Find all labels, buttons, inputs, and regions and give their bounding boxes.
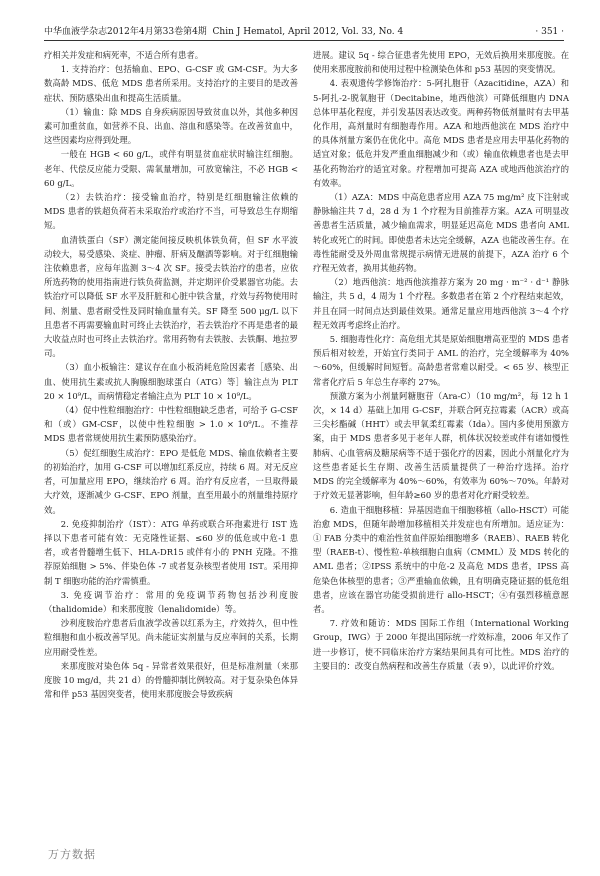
paragraph: 1. 支持治疗：包括输血、EPO、G-CSF 或 GM-CSF。为大多数高龄 MDS、低危 MDS 患者所采用。支持治疗的主要目的是改善症状、预防感染出血和提高生活质量。: [44, 64, 298, 103]
paragraph: （3）血小板输注：建议存在血小板消耗危险因素者［感染、出血、使用抗生素或抗人胸腺细胞球蛋白（ATG）等］输注点为 PLT 20 × 10⁹/L，而病情稳定者输注点为 PLT 10 × 10⁹/L。: [44, 362, 298, 401]
paragraph: （2）地西他滨：地西他滨推荐方案为 20 mg · m⁻² · d⁻¹ 静脉输注，共 5 d，4 周为 1 个疗程。多数患者在第 2 个疗程结束起效，并且在同一时间点达到最佳效果。通常足量应用地西他滨 3～4 个疗程无效再考虑终止治疗。: [313, 277, 569, 330]
paragraph: 4. 表观遗传学修饰治疗：5-阿扎胞苷（Azacitidine，AZA）和 5-阿扎-2-脱氧胞苷（Decitabine，地西他滨）可降低细胞内 DNA 总体甲基化程度，并引发基因表达改变。两种药物低剂量时有去甲基化作用，高剂量时有细胞毒作用。AZA 和地西他滨在 MDS 治疗中的具体剂量方案仍在优化中。高危 MDS 患者是应用去甲基化药物的适宜对象；低危并发严重血细胞减少和（或）输血依赖患者也是去甲基化药物治疗的适宜对象。疗程增加可提高 AZA 或地西他滨治疗的有效率。: [313, 78, 569, 188]
page-number: · 351 ·: [535, 27, 564, 37]
paragraph: 疗相关并发症和病死率，不适合所有患者。: [44, 50, 204, 60]
paragraph: （1）AZA：MDS 中高危患者应用 AZA 75 mg/m² 皮下注射或静脉输注共 7 d，28 d 为 1 个疗程为目前推荐方案。AZA 可明显改善患者生活质量，减少输血需求，明显延迟高危 MDS 患者向 AML 转化或死亡的时间。即使患者未达完全缓解，AZA 也能改善生存。在毒性能耐受及外周血常规提示病情无进展的前提下，AZA 治疗 6 个疗程无效者，换用其他药物。: [313, 192, 569, 274]
right-text-column: [313, 48, 569, 673]
running-header: [44, 24, 564, 41]
journal-name-cn: 中华血液学杂志2012年4月第33卷第4期: [44, 27, 207, 37]
paragraph: 预激方案为小剂量阿糖胞苷（Ara-C）（10 mg/m²，每 12 h 1 次，× 14 d）基础上加用 G-CSF，并联合阿克拉霉素（ACR）或高三尖杉酯碱（HHT）或去甲氧柔红霉素（Ida）。国内多使用预激方案，由于 MDS 患者多见于老年人群，机体状况较差或伴有诸如慢性肺病、心血管病及糖尿病等不适于强化疗的因素，因此小剂量化疗为这些患者延长生存期、改善生活质量提供了一种治疗选择。治疗 MDS 的完全缓解率为 40%～60%，有效率为 60%～70%。年龄对于疗效无显著影响，但年龄≥60 岁的患者对化疗耐受较差。: [313, 390, 569, 501]
paragraph: 5. 细胞毒性化疗：高危组尤其是原始细胞增高亚型的 MDS 患者预后相对较差，开始宜行类同于 AML 的治疗，完全缓解率为 40%～60%，但缓解时间短暂。高龄患者常难以耐受。< 65 岁、核型正常者化疗后 5 年总生存率约 27%。: [313, 334, 569, 387]
paragraph: 来那度胺对染色体 5q - 异常者效果很好，但是标准剂量（来那度胺 10 mg/d，共 21 d）的骨髓抑制比例较高。对于复杂染色体异常和伴 p53 基因突变者，使用来那度胺会导致疾病: [44, 660, 298, 700]
paragraph: 6. 造血干细胞移植：异基因造血干细胞移植（allo-HSCT）可能治愈 MDS，但随年龄增加移植相关并发症也有所增加。适应证为：① FAB 分类中的难治性贫血伴原始细胞增多（RAEB）、RAEB 转化型（RAEB-t）、慢性粒-单核细胞白血病（CMML）及 MDS 转化的 AML 患者；②IPSS 系统中的中危-2 及高危 MDS 患者，IPSS 高危染色体核型的患者；③严重输血依赖，且有明确克隆证据的低危组患者，应该在器官功能受损前进行 allo-HSCT；④有强烈移植意愿者。: [313, 504, 569, 614]
paragraph: 进展。建议 5q - 综合征患者先使用 EPO，无效后换用来那度胺。在使用来那度胺前和使用过程中检测染色体和 p53 基因的突变情况。: [313, 50, 569, 75]
left-text-column: [44, 48, 298, 701]
paragraph: 沙利度胺治疗患者后血液学改善以红系为主，疗效持久，但中性粒细胞和血小板改善罕见。尚未能证实剂量与反应率间的关系，长期应用耐受性差。: [44, 618, 298, 657]
journal-name-en: Chin J Hematol, April 2012, Vol. 33, No. 4: [212, 27, 404, 37]
journal-citation: [44, 24, 403, 40]
paragraph: 7. 疗效和随访：MDS 国际工作组（International Working Group，IWG）于 2000 年提出国际统一疗效标准，2006 年又作了进一步修订，使不同临床治疗方案结果间具有可比性。MDS 治疗的主要目的：改变自然病程和改善生存质量（表 9），以此评价疗效。: [313, 618, 569, 671]
paragraph: 一般在 HGB < 60 g/L，或伴有明显贫血症状时输注红细胞。老年、代偿反应能力受限、需氧量增加，可放宽输注，不必 HGB < 60 g/L。: [44, 149, 298, 188]
paragraph: （2）去铁治疗：接受输血治疗，特别是红细胞输注依赖的 MDS 患者的铁超负荷若未采取治疗或治疗不当，可导致总生存期缩短。: [44, 192, 298, 231]
watermark-text: 万方数据: [48, 848, 96, 861]
paragraph: 3. 免疫调节治疗：常用的免疫调节药物包括沙利度胺（thalidomide）和来那度胺（lenalidomide）等。: [44, 589, 298, 614]
paragraph: （5）促红细胞生成治疗：EPO 是低危 MDS、输血依赖者主要的初始治疗，加用 G-CSF 可以增加红系反应，持续 6 周。对无反应者，可加量应用 EPO，继续治疗 6 周。治疗有反应者，一旦取得最大疗效，逐渐减少 G-CSF、EPO 剂量，直至用最小的剂量维持原疗效。: [44, 447, 298, 515]
paragraph: （1）输血：除 MDS 自身疾病原因导致贫血以外，其他多种因素可加重贫血，如营养不良、出血、溶血和感染等。在改善贫血中，这些因素均应得到处理。: [44, 106, 298, 146]
paragraph: 血清铁蛋白（SF）测定能间接反映机体铁负荷，但 SF 水平波动较大，易受感染、炎症、肿瘤、肝病及酗酒等影响。对于红细胞输注依赖患者，应每年监测 3～4 次 SF。接受去铁治疗的患者，应依所选药物的使用指南进行铁负荷监测，并定期评价受累器官功能。去铁治疗可以降低 SF 水平及肝脏和心脏中铁含量，疗效与药物使用时间、剂量、患者耐受性及同时输血量有关。SF 降至 500 μg/L 以下且患者不再需要输血时可终止去铁治疗，若去铁治疗不再是患者的最大收益点时也可终止去铁治疗。常用药物有去铁胺、去铁酮、地拉罗司。: [44, 234, 298, 359]
paragraph: （4）促中性粒细胞治疗：中性粒细胞缺乏患者，可给予 G-CSF 和（或）GM-CSF，以使中性粒细胞 > 1.0 × 10⁹/L。不推荐 MDS 患者常规使用抗生素预防感染治疗。: [44, 405, 298, 444]
paragraph: 2. 免疫抑制治疗（IST）：ATG 单药或联合环孢素进行 IST 选择以下患者可能有效：无克隆性证据、≤60 岁的低危或中危-1 患者，或者骨髓增生低下、HLA-DR15 或伴有小的 PNH 克隆。不推荐原始细胞 > 5%、伴染色体 -7 或者复杂核型者使用 IST。采用抑制 T 细胞功能的治疗需慎重。: [44, 518, 298, 586]
